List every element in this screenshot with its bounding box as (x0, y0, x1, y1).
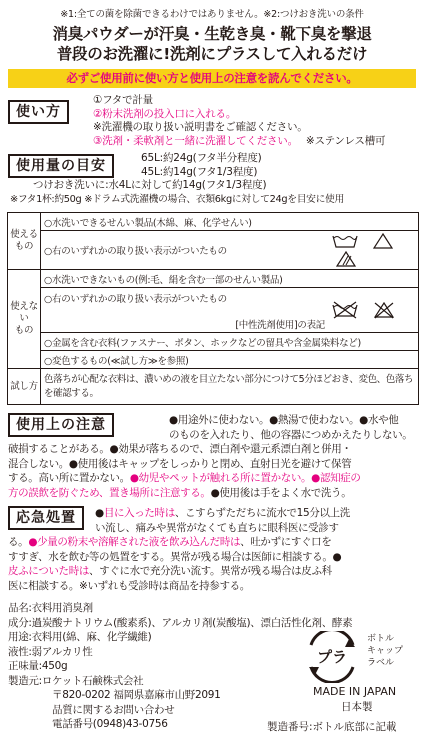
spec-ph: 液性:弱アルカリ性 (8, 645, 93, 658)
made-in-japan: MADE IN JAPAN (313, 685, 397, 698)
usable-row-1: ○水洗いできるせんい製品(木綿、麻、化学せんい) (41, 213, 419, 231)
spec-name: 品名:衣料用消臭剤 (8, 602, 93, 614)
usage-step-note: ※洗濯機の取り扱い説明書をご確認ください。 (93, 121, 308, 133)
made-in-japan-jp: 日本製 (341, 701, 373, 713)
amount-note: ※フタ1杯:約50g ※ドラム式洗濯機の場合、衣類6kgに対して24gを目安に使用 (10, 194, 344, 205)
headline-2: 普段のお洗濯に!洗剤にプラスして入れるだけ (56, 45, 368, 63)
usage-label: 使い方 (8, 100, 69, 124)
caution-line-6: ●幼児やペットが触れる所に置かない。●認知症の (129, 472, 361, 484)
footnote: ※1:全ての菌を除菌できるわけではありません。※2:つけおき洗いの条件 (60, 9, 364, 20)
oxygen-bleach-icon (335, 250, 357, 268)
no-wash-icon (331, 301, 359, 319)
spec-section (5, 601, 419, 733)
spec-address: 〒820-0202 福岡県嘉麻市山野2091 (52, 689, 221, 701)
amount-soak: つけおき洗いに:水4Lに対して約14g(フタ1/3程度) (33, 179, 267, 191)
unusable-row-2: ○右のいずれかの取り扱い表示がついたもの [中性洗剤使用]の表記 (41, 288, 329, 333)
recycle-mark-text: プラ (316, 648, 347, 666)
fabric-table (7, 212, 419, 405)
spec-inquiry: 品質に関するお問い合わせ (52, 703, 175, 716)
recycle-mark-icon (305, 631, 359, 683)
firstaid-line-4: すすぎ、水を飲む等の処置をする。異常が残る場合は医師に相談する。● (8, 550, 342, 563)
caution-label: 使用上の注意 (8, 413, 114, 437)
caution-line-3: 破損することがある。●効果が落ちるので、漂白剤や還元系漂白剤と併用・ (8, 443, 352, 455)
spec-weight: 正味量:450g (8, 660, 68, 672)
caution-line-5: する。高い所に置かない。 (8, 472, 130, 484)
firstaid-section (5, 506, 419, 593)
caution-line-8: ●使用後は手をよく水で洗う。 (210, 486, 352, 499)
caution-line-2: のものを入れたり、他の容器につめかえたりしない。 (169, 428, 413, 441)
neutral-detergent-note: [中性洗剤使用]の表記 (235, 320, 325, 331)
firstaid-line-2: い流し、痛みや異常がなくても直ちに眼科医に受診す (95, 521, 339, 534)
usable-header: 使える もの (8, 213, 41, 270)
usable-symbols (328, 231, 419, 270)
caution-line-1: ●用途外に使わない。●熱湯で使わない。●水や他 (169, 414, 399, 426)
firstaid-line-3: る。●少量の粉末や溶解された液を飲み込んだ時は、吐かずにすぐ口を (8, 536, 332, 548)
usage-step-1: ①フタで計量 (93, 94, 153, 106)
unusable-row-4: ○変色するもの(≪試し方≫を参照) (41, 351, 419, 369)
usage-step-2: ②粉末洗剤の投入口に入れる。 (93, 107, 237, 120)
firstaid-line-1: ●目に入った時は、こすらずただちに流水で15分以上洗 (95, 507, 350, 519)
firstaid-line-6: 医に相談する。※いずれも受診時は商品を持参する。 (8, 579, 250, 592)
spec-use: 用途:衣料用(綿、麻、化学繊維) (8, 631, 152, 643)
recycle-parts: ボトル キャップ ラベル (367, 634, 404, 668)
tank-note: ※ステンレス槽可 (305, 134, 386, 147)
lot-number-note: 製造番号:ボトル底部に記載 (267, 721, 397, 733)
headline-1: 消臭パウダーが汗臭・生乾き臭・靴下臭を撃退 (52, 25, 372, 43)
caution-section (5, 413, 419, 500)
label-page (0, 8, 424, 733)
caution-line-4: 混合しない。●使用後はキャップをしっかりと閉め、直射日光を避けて保管 (8, 457, 352, 470)
unusable-symbols (328, 288, 419, 333)
spec-ingredients: 成分:過炭酸ナトリウム(酸素系)、アルカリ剤(炭酸塩)、漂白活性化剤、酵素 (8, 616, 353, 629)
unusable-row-1: ○水洗いできないもの(例:毛、絹を含む一部のせんい製品) (41, 270, 419, 288)
usage-step-3: ③洗剤・柔軟剤と一緒に洗濯してください。 (93, 134, 298, 147)
unusable-row-3: ○金属を含む衣料(ファスナー、ボタン、ホックなどの留具や含金属染料など) (41, 333, 419, 351)
bleach-triangle-icon (372, 232, 394, 250)
firstaid-label: 応急処置 (8, 506, 84, 530)
usable-row-2: ○右のいずれかの取り扱い表示がついたもの (41, 231, 329, 270)
amount-65l: 65L:約24g(フタ半分程度) (141, 152, 262, 164)
usage-section (5, 92, 419, 148)
amount-label: 使用量の目安 (8, 154, 114, 178)
unusable-header: 使えない もの (8, 270, 41, 369)
firstaid-line-5: 皮ふについた時は、すぐに水で充分洗い流す。異常が残る場合は皮ふ科 (8, 565, 332, 577)
wash-tub-icon (331, 233, 359, 249)
test-header: 試し方 (8, 369, 41, 405)
spec-phone: 電話番号(0948)43-0756 (52, 718, 168, 730)
warning-banner: 必ずご使用前に使い方と使用上の注意を読んでください。 (8, 69, 416, 88)
caution-line-7: 方の誤飲を防ぐため、置き場所に注意する。 (8, 486, 211, 499)
test-text: 色落ちが心配な衣料は、濃いめの液を目立たない部分につけて5分ほどおき、変色、色落ちを確認する。 (41, 369, 419, 405)
no-bleach-icon (372, 301, 396, 319)
spec-maker: 製造元:ロケット石鹸株式会社 (8, 674, 144, 687)
amount-section (5, 150, 419, 208)
amount-45l: 45L:約14g(フタ1/3程度) (141, 165, 258, 178)
